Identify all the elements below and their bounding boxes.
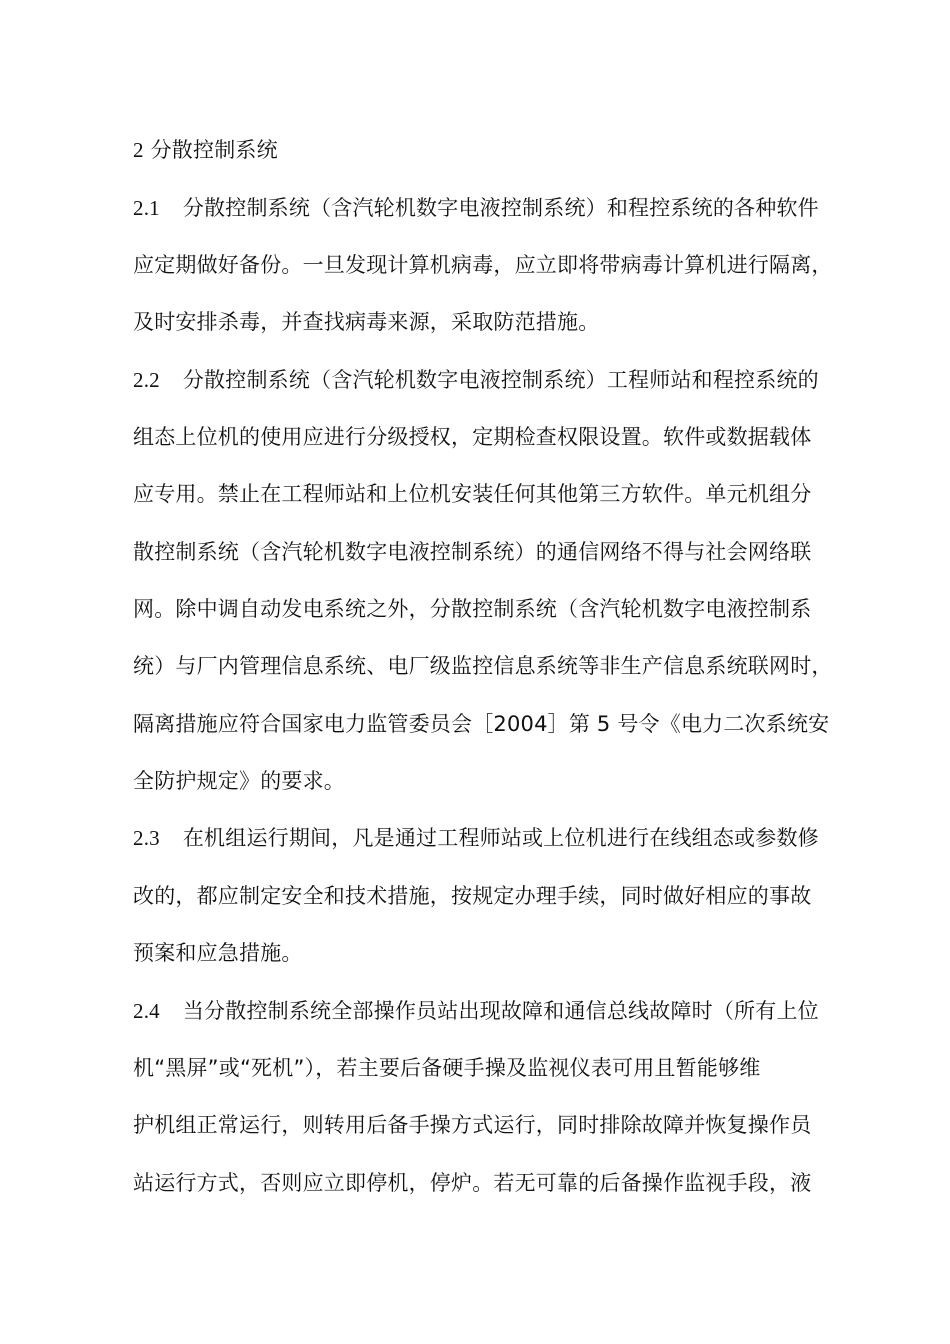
clause-text: 当分散控制系统全部操作员站出现故障和通信总线故障时（所有上位 (182, 999, 819, 1023)
clause-text: 分散控制系统（含汽轮机数字电液控制系统）工程师站和程控系统的 (182, 368, 819, 392)
clause-2-1-line-1 (133, 193, 833, 223)
clause-2-3-line-3: 预案和应急措施。 (133, 941, 303, 965)
clause-2-2-line-6: 统）与厂内管理信息系统、电厂级监控信息系统等非生产信息系统联网时， (133, 654, 833, 678)
clause-2-2-line-5: 网。除中调自动发电系统之外，分散控制系统（含汽轮机数字电液控制系 (133, 597, 812, 621)
clause-number: 2.3 (133, 826, 160, 850)
clause-number: 2.2 (133, 368, 160, 392)
clause-2-2-line-4: 散控制系统（含汽轮机数字电液控制系统）的通信网络不得与社会网络联 (133, 540, 812, 564)
clause-2-1-line-3: 及时安排杀毒，并查找病毒来源，采取防范措施。 (133, 310, 600, 334)
clause-2-2-line-2: 组态上位机的使用应进行分级授权，定期检查权限设置。软件或数据载体 (133, 425, 812, 449)
clause-2-2-line-8: 全防护规定》的要求。 (133, 769, 345, 793)
section-number: 2 (133, 138, 144, 162)
clause-2-4-line-1 (133, 996, 833, 1026)
clause-2-4-line-3: 护机组正常运行，则转用后备手操方式运行，同时排除故障并恢复操作员 (133, 1113, 812, 1137)
clause-text: 分散控制系统（含汽轮机数字电液控制系统）和程控系统的各种软件 (182, 196, 819, 220)
clause-text: 在机组运行期间，凡是通过工程师站或上位机进行在线组态或参数修 (182, 826, 819, 850)
clause-number: 2.1 (133, 196, 160, 220)
clause-2-1-line-2: 应定期做好备份。一旦发现计算机病毒，应立即将带病毒计算机进行隔离， (133, 253, 833, 277)
clause-2-2-line-1 (133, 365, 833, 395)
clause-2-2-line-7: 隔离措施应符合国家电力监管委员会［2004］第 5 号令《电力二次系统安 (133, 712, 830, 736)
clause-2-4-line-2: 机“黑屏”或“死机”），若主要后备硬手操及监视仪表可用且暂能够维 (133, 1056, 761, 1080)
section-heading (133, 135, 833, 165)
section-title: 分散控制系统 (150, 138, 278, 162)
clause-2-2-line-3: 应专用。禁止在工程师站和上位机安装任何其他第三方软件。单元机组分 (133, 482, 812, 506)
clause-number: 2.4 (133, 999, 160, 1023)
clause-2-4-line-4: 站运行方式，否则应立即停机，停炉。若无可靠的后备操作监视手段，液 (133, 1171, 812, 1195)
clause-2-3-line-1 (133, 823, 833, 853)
clause-2-3-line-2: 改的，都应制定安全和技术措施，按规定办理手续，同时做好相应的事故 (133, 884, 812, 908)
